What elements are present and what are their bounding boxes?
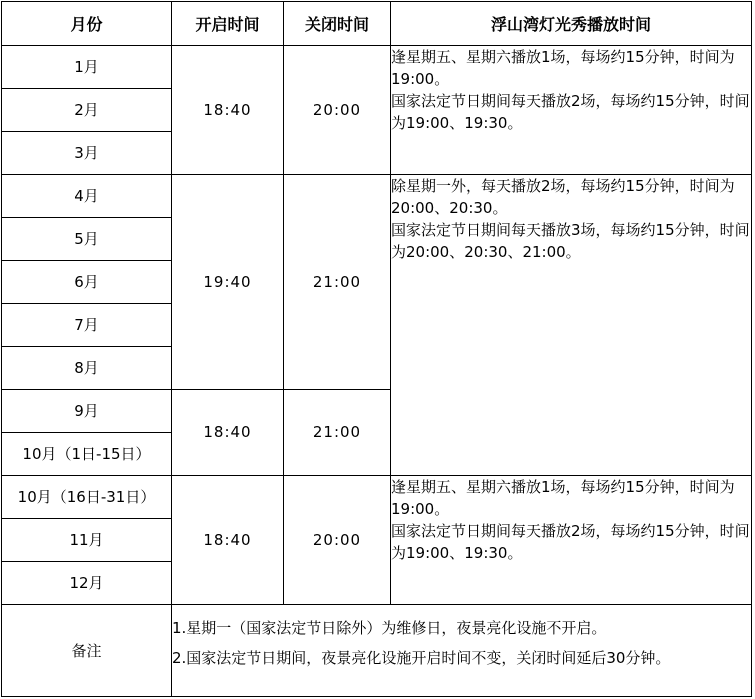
note-item: 1.星期一（国家法定节日除外）为维修日，夜景亮化设施不开启。	[172, 618, 607, 637]
close-time-cell: 21:00	[284, 389, 391, 475]
close-time-cell: 21:00	[284, 174, 391, 389]
month-cell: 7月	[2, 303, 172, 346]
table-row	[2, 475, 752, 518]
close-time-cell: 20:00	[284, 46, 391, 175]
show-schedule-cell	[391, 174, 752, 475]
open-time-cell: 19:40	[172, 174, 284, 389]
show-schedule-text: 国家法定节日期间每天播放2场，每场约15分钟，时间为19:00、19:30。	[391, 92, 750, 132]
month-cell: 11月	[2, 518, 172, 561]
month-cell: 3月	[2, 131, 172, 174]
show-schedule-cell	[391, 46, 752, 175]
open-time-cell: 18:40	[172, 475, 284, 604]
lighting-schedule-table	[1, 1, 752, 697]
header-month: 月份	[2, 2, 172, 46]
month-cell: 4月	[2, 174, 172, 217]
notes-row	[2, 604, 752, 696]
show-schedule-text: 除星期一外，每天播放2场，每场约15分钟，时间为20:00、20:30。	[391, 176, 735, 217]
month-cell: 9月	[2, 389, 172, 432]
notes-label: 备注	[2, 604, 172, 696]
month-cell: 12月	[2, 561, 172, 604]
month-cell: 6月	[2, 260, 172, 303]
show-schedule-cell	[391, 475, 752, 604]
close-time-cell: 20:00	[284, 475, 391, 604]
month-cell: 8月	[2, 346, 172, 389]
month-cell: 10月（1日-15日）	[2, 432, 172, 475]
show-schedule-text: 逢星期五、星期六播放1场，每场约15分钟，时间为19:00。	[391, 48, 735, 88]
header-close-time: 关闭时间	[284, 2, 391, 46]
notes-cell	[172, 604, 752, 696]
month-cell: 5月	[2, 217, 172, 260]
show-schedule-text: 国家法定节日期间每天播放2场，每场约15分钟，时间为19:00、19:30。	[391, 521, 750, 562]
table-row	[2, 46, 752, 89]
month-cell: 10月（16日-31日）	[2, 475, 172, 518]
show-schedule-text: 逢星期五、星期六播放1场，每场约15分钟，时间为19:00。	[391, 477, 735, 518]
note-item: 2.国家法定节日期间，夜景亮化设施开启时间不变，关闭时间延后30分钟。	[172, 648, 671, 667]
month-cell: 2月	[2, 88, 172, 131]
open-time-cell: 18:40	[172, 46, 284, 175]
header-show-time: 浮山湾灯光秀播放时间	[391, 2, 752, 46]
header-row	[2, 2, 752, 46]
header-open-time: 开启时间	[172, 2, 284, 46]
show-schedule-text: 国家法定节日期间每天播放3场，每场约15分钟，时间为20:00、20:30、21:00。	[391, 220, 750, 261]
month-cell: 1月	[2, 46, 172, 89]
table-row	[2, 174, 752, 217]
open-time-cell: 18:40	[172, 389, 284, 475]
